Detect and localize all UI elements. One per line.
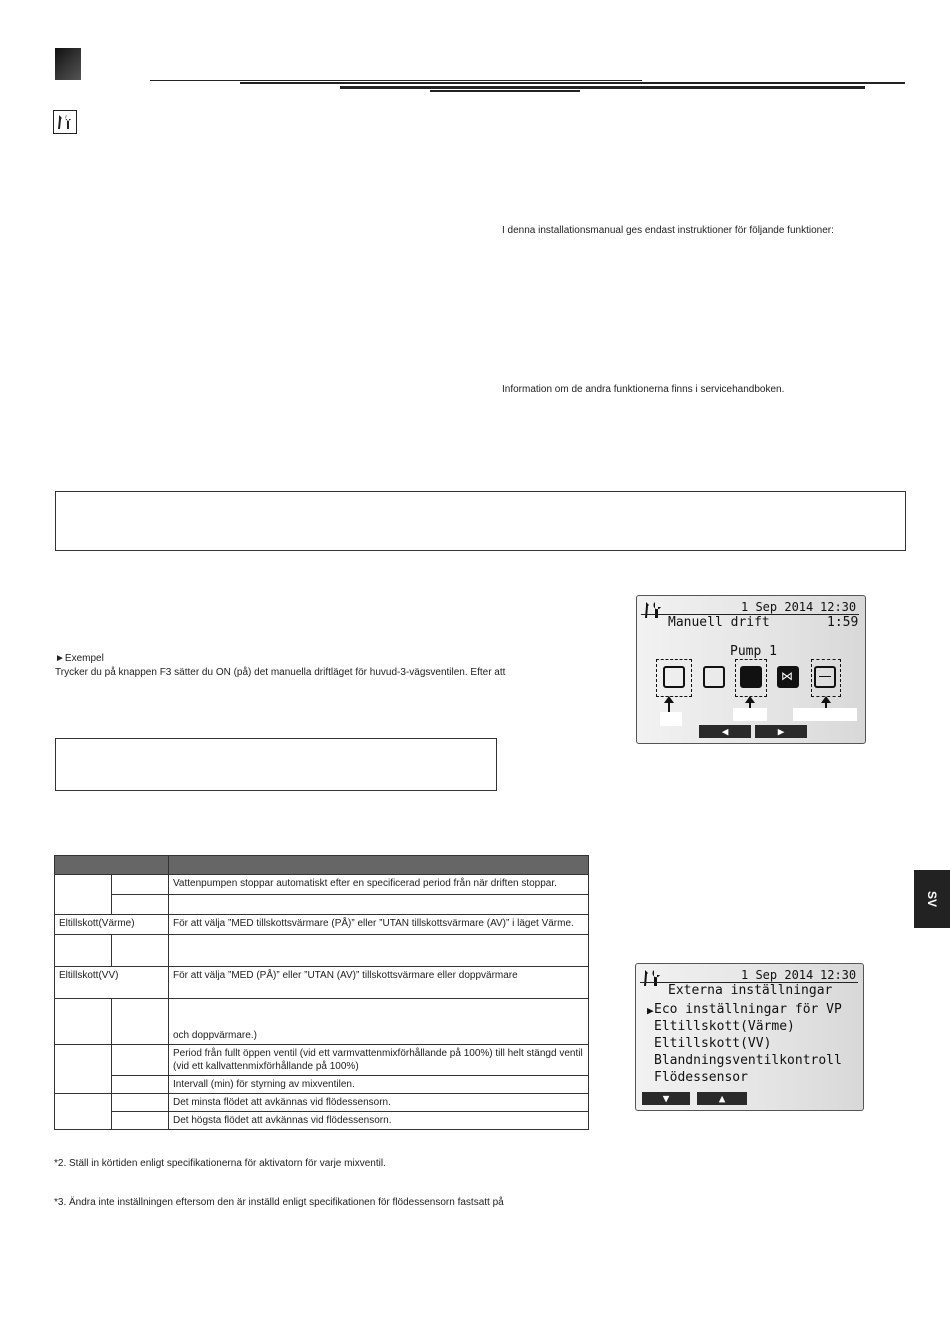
screen-date: 1 Sep 2014 [741, 600, 814, 614]
example-label: ►Exempel [55, 653, 104, 664]
table-row [55, 935, 589, 967]
section-marker [55, 48, 81, 80]
menu-item-heater-heating[interactable]: Eltillskott(Värme) [654, 1019, 795, 1034]
pump-mode-icon [703, 666, 725, 688]
screen-date: 1 Sep 2014 [741, 968, 814, 982]
table-row: Intervall (min) för styrning av mixventilen. [55, 1076, 589, 1094]
table-row: och doppvärmare.) [55, 999, 589, 1045]
note-box-small [55, 738, 497, 791]
footnote-3: *3. Ändra inte inställningen eftersom den är inställd enligt specifikationen för flödessensorn fastsatt på [54, 1197, 504, 1208]
menu-item-eco[interactable]: Eco inställningar för VP [654, 1002, 842, 1017]
menu-item-heater-dhw[interactable]: Eltillskott(VV) [654, 1036, 772, 1051]
screen-title: Externa inställningar [668, 983, 833, 998]
table-header-row [55, 856, 589, 875]
table-row: Det högsta flödet att avkännas vid flödessensorn. [55, 1112, 589, 1130]
example-text: Trycker du på knappen F3 sätter du ON (på) det manuella driftläget för huvud-3-vägsventilen. Efter att [55, 667, 506, 678]
down-arrow-button[interactable]: ▼ [642, 1092, 690, 1105]
language-tab: SV [914, 870, 950, 928]
footnote-2: *2. Ställ in körtiden enligt specifikationerna för aktivatorn för varje mixventil. [54, 1158, 386, 1169]
table-row: Eltillskott(VV) För att välja ”MED (PÅ)” eller ”UTAN (AV)” tillskottsvärmare eller doppvärmare [55, 967, 589, 999]
right-arrow-button[interactable]: ▶ [755, 725, 807, 738]
table-row: Det minsta flödet att avkännas vid flödessensorn. [55, 1094, 589, 1112]
info-line: Information om de andra funktionerna finns i servicehandboken. [502, 384, 785, 395]
up-arrow-button[interactable]: ▲ [697, 1092, 747, 1105]
header-rule [430, 90, 580, 92]
settings-table [54, 855, 589, 1130]
table-row: Eltillskott(Värme) För att välja ”MED tillskottsvärmare (PÅ)” eller ”UTAN tillskottsvärmare (AV)” i läget Värme. [55, 915, 589, 935]
header-rule [340, 86, 865, 89]
external-settings-screen [635, 963, 864, 1111]
menu-item-mixing-valve[interactable]: Blandningsventilkontroll [654, 1053, 842, 1068]
screen-time: 12:30 [820, 968, 857, 982]
service-tools-icon [53, 110, 77, 134]
pump-mode-icon [663, 666, 685, 688]
heater-icon [814, 666, 836, 688]
service-wrench-icon [643, 600, 665, 620]
screen-title: Manuell drift [668, 615, 770, 630]
header-rule [240, 82, 905, 84]
valve-icon: ⋈ [777, 666, 799, 688]
left-arrow-button[interactable]: ◀ [699, 725, 751, 738]
manual-operation-screen [636, 595, 866, 744]
table-row [55, 895, 589, 915]
table-row: Vattenpumpen stoppar automatiskt efter en specificerad period från när driften stoppar. [55, 875, 589, 895]
note-box [55, 491, 906, 551]
pump-active-icon [740, 666, 762, 688]
remaining-time: 1:59 [827, 615, 859, 630]
header-rule [150, 80, 642, 81]
table-row: Period från fullt öppen ventil (vid ett varmvattenmixförhållande på 100%) till helt stängd ventil (vid ett kallvattenmixförhållande på 100%) [55, 1045, 589, 1076]
selection-cursor: ▶ [647, 1004, 654, 1017]
pump-label: Pump 1 [730, 644, 777, 659]
menu-item-flow-sensor[interactable]: Flödessensor [654, 1070, 748, 1085]
screen-time: 12:30 [820, 600, 857, 614]
service-wrench-icon [642, 968, 664, 988]
functions-intro: I denna installationsmanual ges endast instruktioner för följande funktioner: [502, 225, 834, 236]
